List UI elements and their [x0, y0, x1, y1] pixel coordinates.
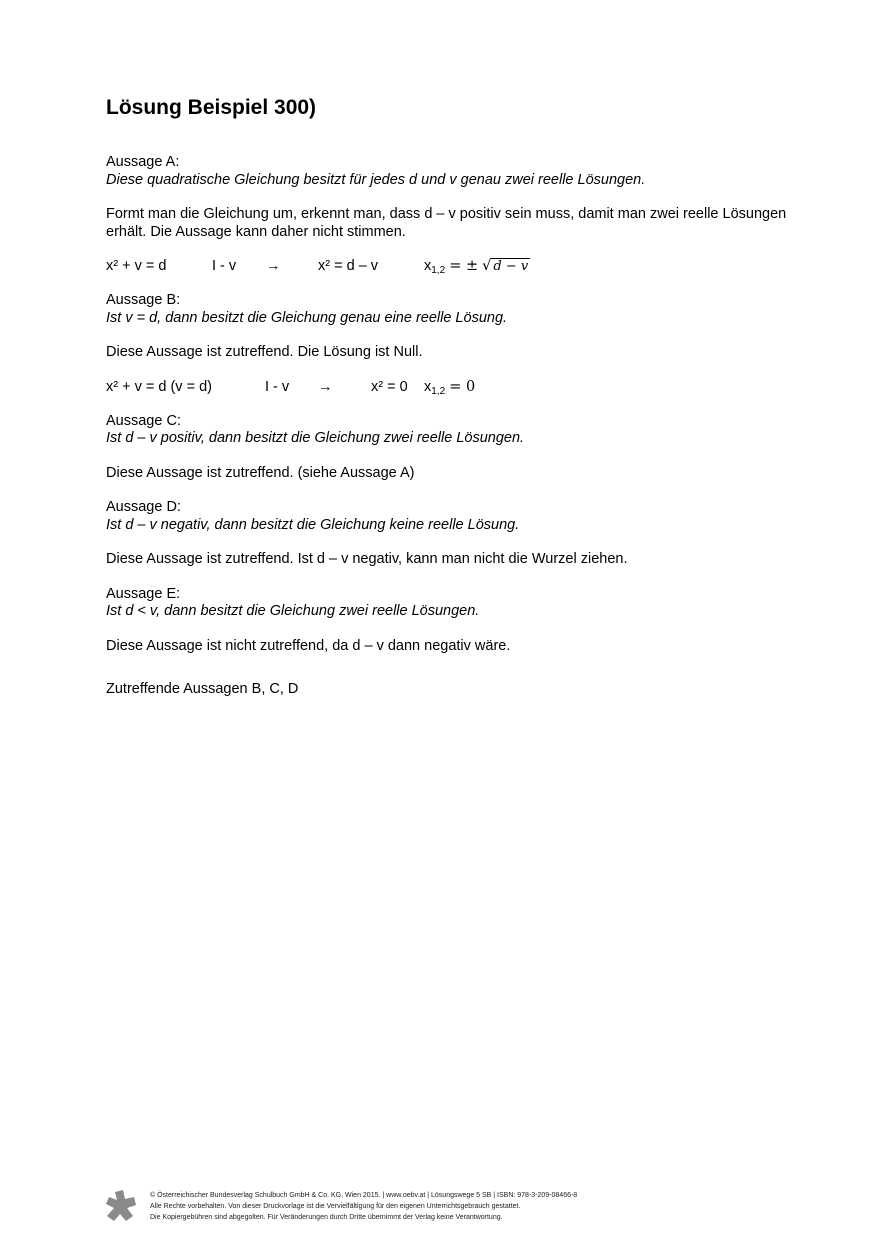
statement-label: Aussage C: — [106, 412, 181, 429]
statement-d — [106, 499, 821, 534]
sqrt-icon: √ — [482, 258, 492, 274]
solution-variable: x — [424, 378, 432, 395]
statement-answer: Formt man die Gleichung um, erkennt man, dass d – v positiv sein muss, damit man zwei reelle Lösungen erhält. Die Aussage kann daher nicht stimmen. — [106, 206, 787, 240]
rights-line: Alle Rechte vorbehalten. Von dieser Druckvorlage ist die Vervielfältigung für den eigenen Unterrichtsgebrauch gestattet. — [150, 1203, 521, 1210]
statement-text: Ist d < v, dann besitzt die Gleichung zwei reelle Lösungen. — [106, 603, 480, 619]
copyright-line: © Österreichischer Bundesverlag Schulbuch GmbH & Co. KG, Wien 2015. | www.oebv.at | Lösungswege 5 SB | ISBN: 978-3-209-08466-8 — [150, 1192, 578, 1199]
equation-result: x² = 0 — [371, 378, 408, 395]
equation-left: x² + v = d (v = d) — [106, 378, 212, 395]
equation-solution — [424, 379, 475, 401]
statement-answer: Diese Aussage ist zutreffend. (siehe Aussage A) — [106, 464, 415, 481]
arrow-icon: → — [318, 378, 333, 395]
equation-1 — [106, 258, 821, 276]
equation-operation: I - v — [212, 258, 237, 274]
equation-operation: I - v — [265, 378, 290, 395]
equation-2 — [106, 379, 821, 397]
footer — [106, 1190, 806, 1226]
conclusion: Zutreffende Aussagen B, C, D — [106, 681, 299, 697]
publisher-logo-icon — [106, 1190, 136, 1222]
statement-label: Aussage D: — [106, 499, 181, 515]
statement-answer: Diese Aussage ist zutreffend. Ist d – v negativ, kann man nicht die Wurzel ziehen. — [106, 551, 628, 567]
solution-index: 1,2 — [431, 265, 446, 276]
statement-label: Aussage B: — [106, 292, 181, 308]
statement-text: Ist d – v negativ, dann besitzt die Gleichung keine reelle Lösung. — [106, 516, 520, 533]
statement-e — [106, 586, 821, 621]
statement-b — [106, 292, 821, 327]
statement-c — [106, 413, 821, 448]
equation-left: x² + v = d — [106, 258, 167, 274]
copyright-notice — [150, 1190, 577, 1223]
equation-result: x² = d – v — [318, 258, 379, 274]
statement-answer: Diese Aussage ist zutreffend. Die Lösung ist Null. — [106, 344, 423, 360]
fees-line: Die Kopiergebühren sind abgegolten. Für Veränderungen durch Dritte übernimmt der Verlag keine Verantwortung. — [150, 1214, 503, 1221]
solution-equals: = 0 — [449, 378, 476, 395]
solution-index: 1,2 — [431, 385, 446, 397]
solution-variable: x — [424, 258, 432, 274]
statement-a — [106, 154, 821, 189]
statement-label: Aussage A: — [106, 154, 180, 170]
solution-body — [106, 154, 821, 716]
equation-solution — [424, 258, 530, 280]
page-title: Lösung Beispiel 300) — [106, 96, 317, 119]
statement-text: Diese quadratische Gleichung besitzt für jedes d und v genau zwei reelle Lösungen. — [106, 171, 646, 188]
arrow-icon: → — [266, 258, 281, 274]
sqrt-radicand: d − v — [493, 259, 529, 274]
statement-label: Aussage E: — [106, 585, 181, 602]
solution-equals: = ± — [449, 258, 479, 274]
statement-text: Ist d – v positiv, dann besitzt die Gleichung zwei reelle Lösungen. — [106, 430, 525, 446]
statement-answer: Diese Aussage ist nicht zutreffend, da d – v dann negativ wäre. — [106, 637, 511, 654]
statement-text: Ist v = d, dann besitzt die Gleichung genau eine reelle Lösung. — [106, 309, 508, 326]
